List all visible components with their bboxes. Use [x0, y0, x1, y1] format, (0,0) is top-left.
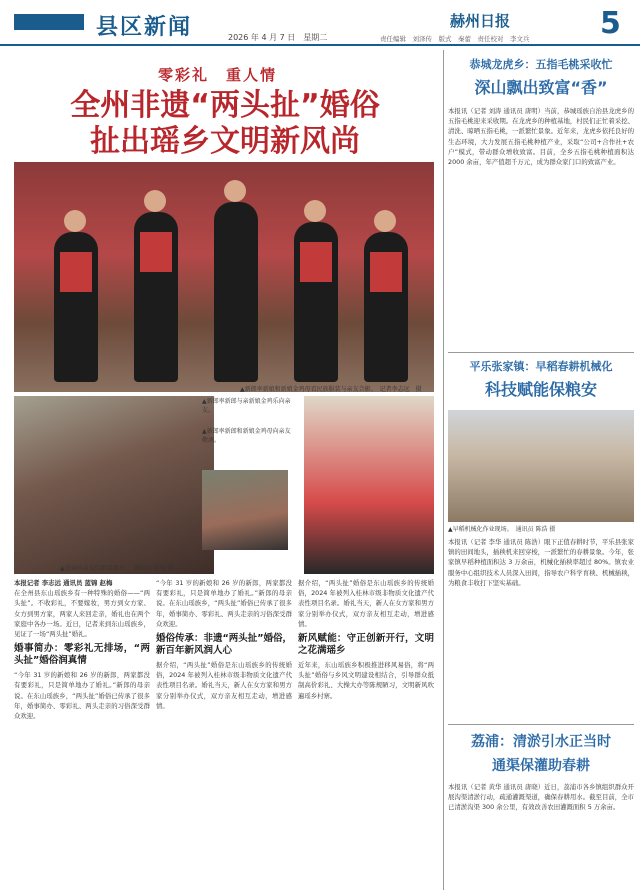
main-photo-caption: ▲新郎率新娘和新娘金鸡母看民族服装与亲友合影。 记者李志远 摄 — [240, 386, 422, 393]
masthead-bar — [14, 14, 84, 30]
subheading-3: 新风赋能：守正创新开行，文明之花满瑶乡 — [298, 633, 434, 657]
sidebar-article-1 — [448, 56, 634, 316]
article-body: 本报讯（记者 李华 通讯员 陈浩）眼下正值春耕时节，平乐县张家镇的田间地头，插秧机来回穿梭，一派繁忙的春耕景象。今年，张家镇早稻种植面积达 3 万余亩，机械化插秧率超过 80%。镇农业服务中心组织技术人员深入田间，指导农户科学育秧、机械插秧，为粮食丰收打下坚实基础。 — [448, 538, 634, 587]
sidebar-article-3 — [448, 732, 634, 892]
page-number: 5 — [600, 6, 621, 41]
farm-machinery-photo — [448, 410, 634, 522]
photo-figure — [364, 232, 408, 382]
article-kicker: 恭城龙虎乡：五指毛桃采收忙 — [469, 58, 613, 71]
bride-groom-photo — [304, 396, 434, 574]
body-column-3 — [298, 578, 434, 701]
body-text: 近年来，东山瑶族乡积极推进移风易俗，将“两头扯”婚俗与乡风文明建设相结合，引导群众抵制高价彩礼、大操大办等陈规陋习，文明新风吹遍瑶乡村寨。 — [298, 661, 434, 700]
body-text: 在全州县东山瑶族乡有一种特殊的婚俗——“两头扯”。不收彩礼，不要嫁妆，男方到女方家、女方到男方家，两家人来回走亲，婚礼也在两个家庭中各办一场。近日，记者来到东山瑶族乡，见证了一场“两头扯”婚礼。 — [14, 589, 150, 639]
photo-figure — [214, 202, 258, 382]
main-kicker: 零彩礼 重人情 — [158, 66, 278, 84]
photo-caption: ▲早稻机械化作业现场。 通讯员 陈浩 摄 — [448, 526, 556, 533]
photo-caption-2: ▲新郎率新郎与亲新娘金鸡乐向亲友。 — [202, 398, 291, 414]
headline-line-1: 全州非遗“两头扯”婚俗 — [70, 88, 380, 123]
editor-credits: 责任编辑 刘泽传 版式 秦蕾 责任校对 李文兵 — [380, 35, 530, 43]
article-headline-2: 通渠保灌助春耕 — [492, 758, 590, 774]
article-body: 本报讯（记者 刘涛 通讯员 唐明）当前，恭城瑶族自治县龙虎乡的五指毛桃迎来采收期。在龙虎乡的种植基地，村民们正忙着采挖、清洗、晾晒五指毛桃，一派繁忙景象。近年来，龙虎乡依托良好的生态环境，大力发展五指毛桃种植产业，采取“公司+合作社+农户”模式，带动群众增收致富。目前，全乡五指毛桃种植面积达 2000 余亩，年产值超千万元，成为群众家门口的致富产业。 — [448, 107, 634, 167]
body-text: “今年 31 岁的新娘和 26 岁的新郎，两家都没有要彩礼，只是简单地办了婚礼。”新郎的母亲说。在东山瑶族乡，“两头扯”婚俗已传承了很多年，婚事简办、零彩礼、两头走亲的习俗深受群众欢迎。 — [156, 579, 292, 628]
section-name: 县区新闻 — [96, 14, 193, 40]
subheading-1: 婚事简办：零彩礼无排场，“两头扯”婚俗润真情 — [14, 643, 150, 667]
body-text: 据介绍，“两头扯”婚俗是东山瑶族乡的传统婚俗，2024 年被列入桂林市级非物质文化遗产代表性项目名录。婚礼当天，新人在女方家和男方家分别举办仪式，双方亲友相互走动，增进感情。 — [298, 579, 434, 628]
photo-caption-4: ▲送亲的亲友们给看酒水。 通讯员 蓝锦 摄 — [60, 565, 174, 572]
newspaper-name: 赫州日报 — [450, 12, 511, 30]
body-column-1 — [14, 578, 150, 721]
body-text: 据介绍，“两头扯”婚俗是东山瑶族乡的传统婚俗，2024 年被列入桂林市级非物质文化遗产代表性项目名录。婚礼当天，新人在女方家和男方家分别举办仪式，双方亲友相互走动，增进感情。 — [156, 661, 292, 710]
photo-figure — [54, 232, 98, 382]
sidebar-divider — [448, 724, 634, 725]
main-headline — [60, 88, 390, 160]
subheading-2: 婚俗传承：非遗“两头扯”婚俗，新百年新风润人心 — [156, 633, 292, 657]
main-wedding-photo — [14, 162, 434, 392]
body-column-2 — [156, 578, 292, 711]
headline-line-2: 扯出瑶乡文明新风尚 — [90, 124, 360, 159]
byline: 本报记者 李志远 通讯员 蓝锦 赵梅 — [14, 579, 113, 587]
column-divider — [443, 50, 444, 890]
photo-figure — [134, 212, 178, 382]
photo-caption-3: ▲新郎率新郎和新娘金鸡母向亲友敬酒。 — [202, 428, 291, 444]
photo-figure — [294, 222, 338, 382]
article-headline: 深山飘出致富“香” — [474, 78, 608, 97]
article-body: 本报讯（记者 黄华 通讯员 唐晓）近日，荔浦市各乡镇组织群众开展沟渠清淤行动，疏通灌溉渠道，确保春耕用水。截至目前，全市已清淤沟渠 300 余公里，有效改善农田灌溉面积 5 万余亩。 — [448, 783, 634, 812]
family-photo — [14, 396, 214, 574]
article-headline: 科技赋能保粮安 — [484, 380, 597, 399]
masthead — [0, 0, 640, 46]
article-kicker: 平乐张家镇：早稻春耕机械化 — [469, 360, 613, 373]
sidebar-divider — [448, 352, 634, 353]
body-text: “今年 31 岁的新娘和 26 岁的新郎，两家都没有要彩礼，只是简单地办了婚礼。”新郎的母亲说。在东山瑶族乡，“两头扯”婚俗已传承了很多年，婚事简办、零彩礼、两头走亲的习俗深受群众欢迎。 — [14, 671, 150, 721]
sidebar-article-2 — [448, 358, 634, 687]
publication-date: 2026 年 4 月 7 日 星期二 — [228, 33, 328, 42]
article-headline: 荔浦：清淤引水正当时 — [471, 734, 611, 750]
toast-photo — [202, 470, 288, 550]
